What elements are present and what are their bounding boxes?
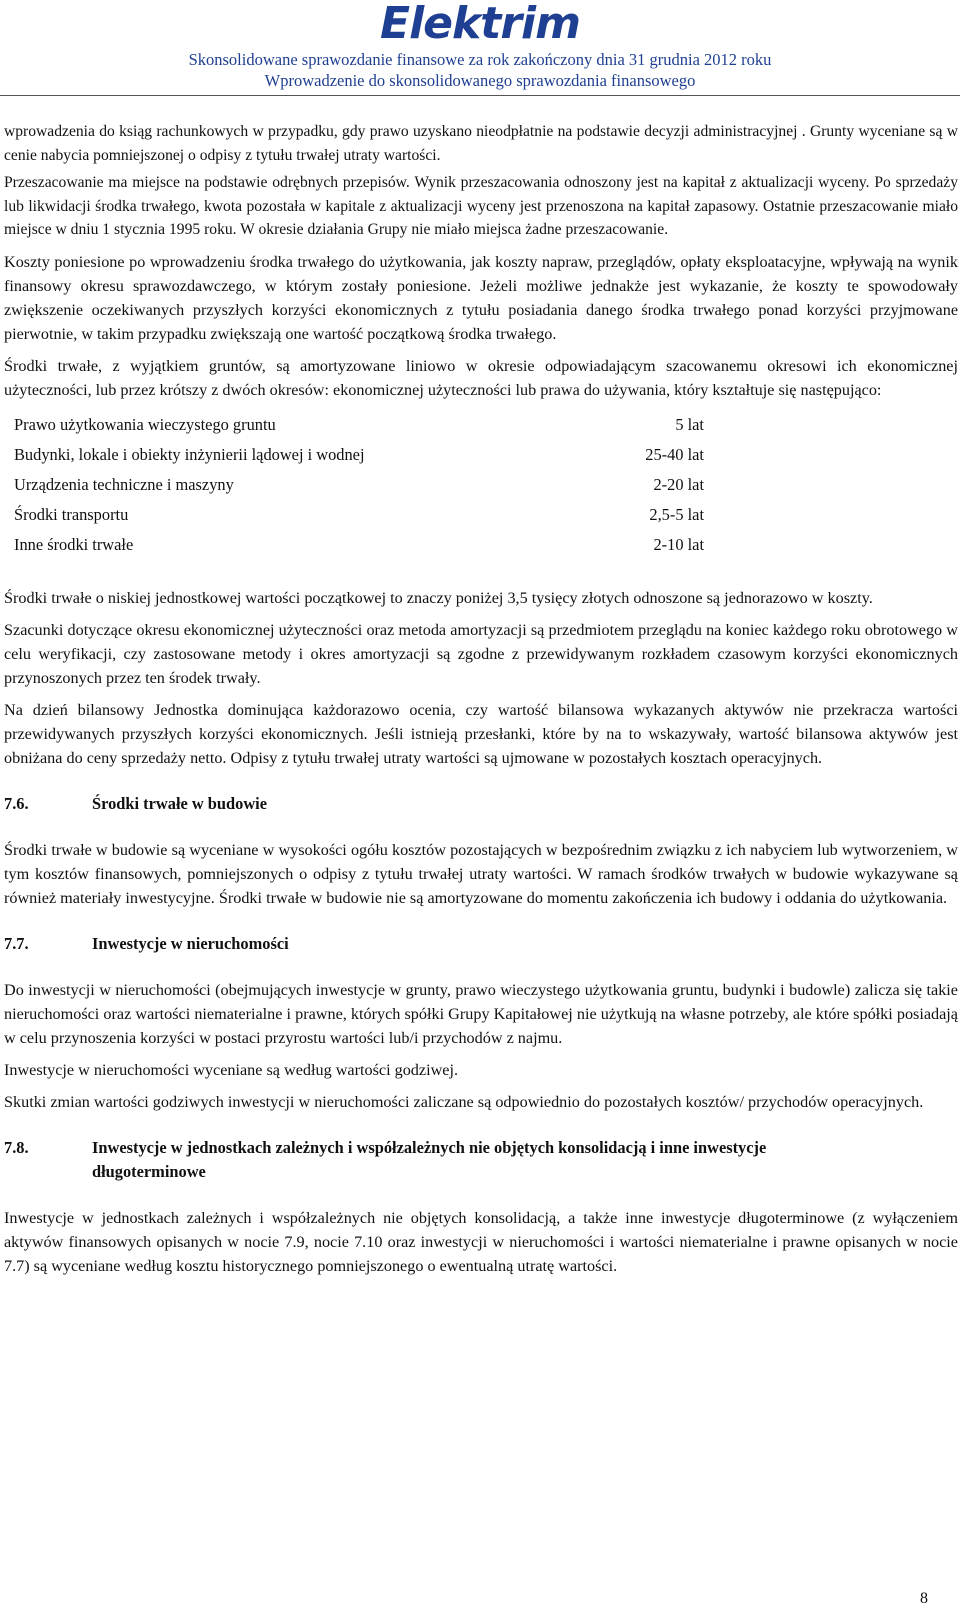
table-cell-item: Prawo użytkowania wieczystego gruntu (14, 414, 276, 434)
table-cell-item: Urządzenia techniczne i maszyny (14, 474, 234, 494)
table-cell-item: Środki transportu (14, 504, 129, 524)
header-title: Skonsolidowane sprawozdanie finansowe za rok zakończony dnia 31 grudnia 2012 roku (188, 50, 772, 69)
table-cell-value: 2,5-5 lat (649, 504, 704, 524)
paragraph: Na dzień bilansowy Jednostka dominująca każdorazowo ocenia, czy wartość bilansowa wykazanych aktywów nie przekracza wartości przewidywanych przyszłych korzyści ekonomicznych. Jeśli istnieją przesłanki, które by na to wskazywały, wartość bilansowa aktywów jest obniżana do ceny sprzedaży netto. Odpisy z tytułu trwałej utraty wartości są ujmowane w pozostałych kosztach operacyjnych. (4, 700, 958, 767)
section-title: Inwestycje w nieruchomości (92, 933, 289, 953)
paragraph: Do inwestycji w nieruchomości (obejmujących inwestycje w grunty, prawo wieczystego użytkowania gruntu, budynki i budowle) zalicza się takie nieruchomości oraz wartości niematerialne i prawne, których spółki Grupy Kapitałowej nie użytkują na własne potrzeby, ale które spółki posiadają w celu przynoszenia korzyści w postaci przyrostu wartości lub/i przychodów z najmu. (4, 980, 958, 1047)
section-title: Inwestycje w jednostkach zależnych i współzależnych nie objętych konsolidacją i inne inwestycje długoterminowe (92, 1137, 767, 1181)
paragraph: Szacunki dotyczące okresu ekonomicznej użyteczności oraz metoda amortyzacji są przedmiotem przeglądu na koniec każdego roku obrotowego w celu weryfikacji, czy zastosowane metody i okres amortyzacji są zgodne z przewidywanym rozkładem czasowym korzyści ekonomicznych przynoszonych przez ten środek trwały. (4, 620, 958, 687)
table-cell-value: 2-20 lat (653, 474, 704, 494)
paragraph: wprowadzenia do ksiąg rachunkowych w przypadku, gdy prawo uzyskano nieodpłatnie na podstawie decyzji administracyjnej . Grunty wyceniane są w cenie nabycia pomniejszonej o odpisy z tytułu trwałej utraty wartości. (4, 123, 958, 164)
header-rule (0, 95, 960, 96)
section-number: 7.8. (4, 1137, 29, 1157)
paragraph: Przeszacowanie ma miejsce na podstawie odrębnych przepisów. Wynik przeszacowania odnoszony jest na kapitał z aktualizacji wyceny. Po sprzedaży lub likwidacji środka trwałego, kwota pozostała w kapitale z aktualizacji wyceny jest przenoszona na kapitał zapasowy. Ostatnie przeszacowanie miało miejsce w dniu 1 stycznia 1995 roku. W okresie działania Grupy nie miało miejsca żadne przeszacowanie. (4, 174, 958, 238)
document-body (4, 120, 958, 1286)
page-number: 8 (920, 1590, 928, 1607)
section-title: Środki trwałe w budowie (92, 793, 268, 813)
section-number: 7.7. (4, 933, 29, 953)
table-cell-value: 5 lat (675, 414, 704, 434)
page-header (0, 0, 960, 96)
table-cell-value: 25-40 lat (645, 444, 704, 464)
paragraph: Środki trwałe w budowie są wyceniane w wysokości ogółu kosztów pozostających w bezpośrednim związku z ich nabyciem lub wytworzeniem, w tym kosztów finansowych, pomniejszonych o odpisy z tytułu trwałej utraty wartości. W ramach środków trwałych w budowie wykazywane są również materiały inwestycyjne. Środki trwałe w budowie nie są amortyzowane do momentu zakończenia ich budowy i oddania do użytkowania. (4, 840, 958, 907)
table-cell-item: Inne środki trwałe (14, 534, 134, 554)
depreciation-rates-table (14, 410, 704, 560)
section-number: 7.6. (4, 793, 29, 813)
table-row (14, 410, 704, 440)
paragraph: Inwestycje w nieruchomości wyceniane są według wartości godziwej. (4, 1060, 459, 1079)
table-row (14, 440, 704, 470)
elektrim-logo: Elektrim (380, 0, 580, 49)
paragraph: Skutki zmian wartości godziwych inwestycji w nieruchomości zaliczane są odpowiednio do pozostałych kosztów/ przychodów operacyjnych. (4, 1092, 924, 1111)
paragraph: Środki trwałe, z wyjątkiem gruntów, są amortyzowane liniowo w okresie odpowiadającym szacowanemu okresowi ich ekonomicznej użyteczności, lub przez krótszy z dwóch okresów: ekonomicznej użyteczności lub prawa do używania, który kształtuje się następująco: (4, 356, 958, 399)
section-heading-7-6 (4, 792, 958, 816)
section-heading-7-7 (4, 932, 958, 956)
table-row (14, 530, 704, 560)
section-heading-7-8 (4, 1136, 958, 1184)
header-subtitle: Wprowadzenie do skonsolidowanego sprawozdania finansowego (264, 71, 696, 90)
table-row (14, 470, 704, 500)
table-row (14, 500, 704, 530)
paragraph: Środki trwałe o niskiej jednostkowej wartości początkowej to znaczy poniżej 3,5 tysięcy złotych odnoszone są jednorazowo w koszty. (4, 588, 873, 607)
table-cell-value: 2-10 lat (653, 534, 704, 554)
table-cell-item: Budynki, lokale i obiekty inżynierii lądowej i wodnej (14, 444, 365, 464)
paragraph: Inwestycje w jednostkach zależnych i współzależnych nie objętych konsolidacją, a także inne inwestycje długoterminowe (z wyłączeniem aktywów finansowych opisanych w nocie 7.9, nocie 7.10 oraz inwestycji w nieruchomości i wartości niematerialne i prawne opisanych w nocie 7.7) są wyceniane według kosztu historycznego pomniejszonego o ewentualną utratę wartości. (4, 1208, 958, 1275)
paragraph: Koszty poniesione po wprowadzeniu środka trwałego do użytkowania, jak koszty napraw, przeglądów, opłaty eksploatacyjne, wpływają na wynik finansowy okresu sprawozdawczego, w którym zostały poniesione. Jeżeli możliwe jednakże jest wykazanie, że koszty te spowodowały zwiększenie oczekiwanych przyszłych korzyści ekonomicznych z tytułu posiadania danego środka trwałego ponad korzyści przyjmowane pierwotnie, w takim przypadku zwiększają one wartość początkową środka trwałego. (4, 252, 958, 343)
